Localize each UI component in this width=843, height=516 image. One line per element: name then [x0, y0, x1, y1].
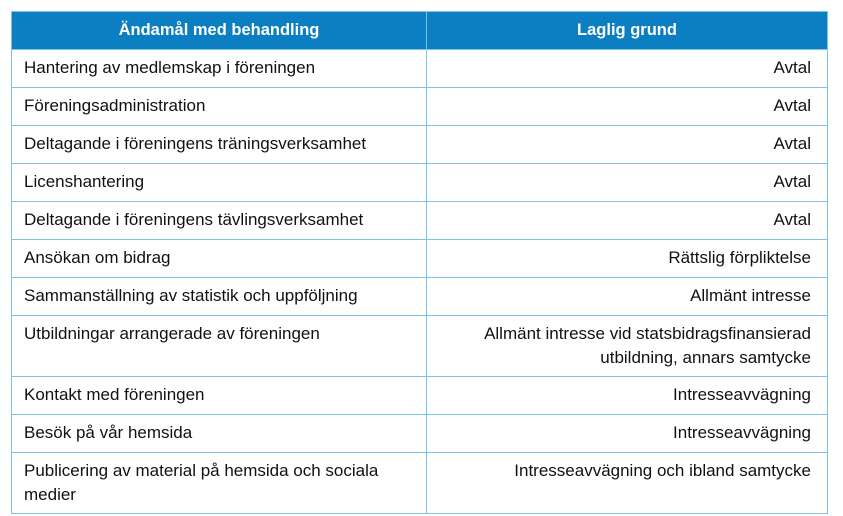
- table-header-row: [12, 12, 828, 50]
- purpose-cell: Publicering av material på hemsida och sociala medier: [12, 453, 427, 514]
- purpose-cell: Licenshantering: [12, 164, 427, 202]
- legal-basis-cell: Intresseavvägning: [427, 377, 828, 415]
- purpose-cell: Deltagande i föreningens tävlingsverksamhet: [12, 202, 427, 240]
- table-row: [12, 453, 828, 514]
- legal-basis-cell: Intresseavvägning: [427, 415, 828, 453]
- document-page: [11, 11, 827, 514]
- table-row: [12, 202, 828, 240]
- purpose-cell: Besök på vår hemsida: [12, 415, 427, 453]
- table-row: [12, 164, 828, 202]
- legal-basis-cell: Avtal: [427, 202, 828, 240]
- legal-basis-table: [11, 11, 828, 514]
- legal-basis-cell: Avtal: [427, 88, 828, 126]
- legal-basis-cell: Allmänt intresse: [427, 278, 828, 316]
- table-row: [12, 50, 828, 88]
- column-header-legal-basis: Laglig grund: [427, 12, 828, 50]
- legal-basis-cell: Intresseavvägning och ibland samtycke: [427, 453, 828, 514]
- legal-basis-cell: Avtal: [427, 126, 828, 164]
- purpose-cell: Kontakt med föreningen: [12, 377, 427, 415]
- purpose-cell: Deltagande i föreningens träningsverksamhet: [12, 126, 427, 164]
- column-header-purpose: Ändamål med behandling: [12, 12, 427, 50]
- purpose-cell: Ansökan om bidrag: [12, 240, 427, 278]
- legal-basis-cell: Avtal: [427, 50, 828, 88]
- purpose-cell: Föreningsadministration: [12, 88, 427, 126]
- table-row: [12, 240, 828, 278]
- purpose-cell: Utbildningar arrangerade av föreningen: [12, 316, 427, 377]
- table-row: [12, 126, 828, 164]
- legal-basis-cell: Avtal: [427, 164, 828, 202]
- purpose-cell: Hantering av medlemskap i föreningen: [12, 50, 427, 88]
- legal-basis-cell: Rättslig förpliktelse: [427, 240, 828, 278]
- table-row: [12, 88, 828, 126]
- table-row: [12, 415, 828, 453]
- purpose-cell: Sammanställning av statistik och uppföljning: [12, 278, 427, 316]
- table-row: [12, 278, 828, 316]
- table-row: [12, 316, 828, 377]
- legal-basis-cell: Allmänt intresse vid statsbidragsfinansierad utbildning, annars samtycke: [427, 316, 828, 377]
- table-row: [12, 377, 828, 415]
